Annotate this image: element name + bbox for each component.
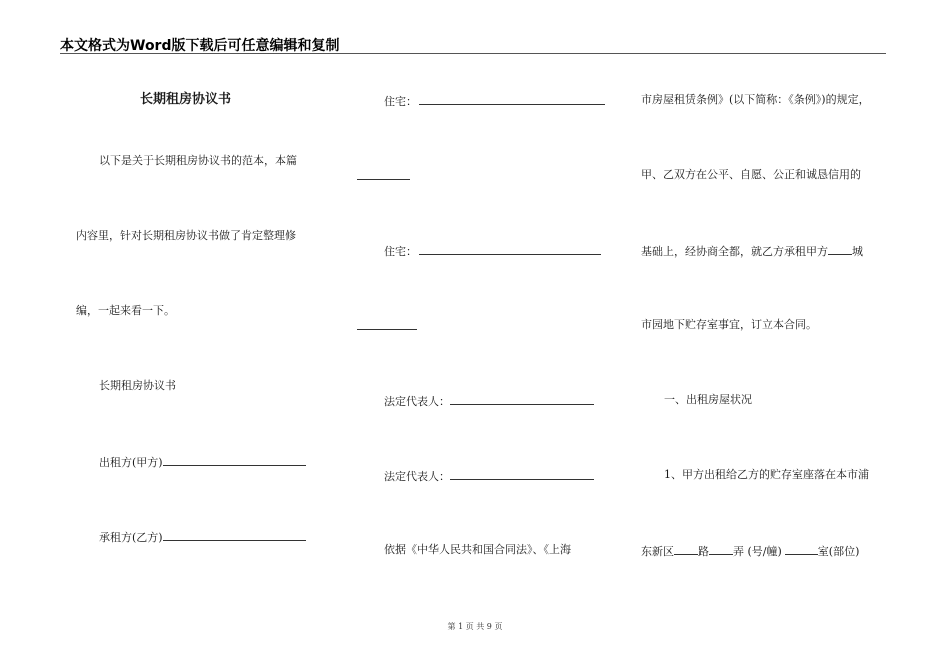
document-title: 长期租房协议书: [140, 92, 232, 107]
body-line-3-tail: 城: [852, 245, 863, 258]
body-line-4: 市园地下贮存室事宜，订立本合同。: [641, 318, 817, 331]
address-field-1: [384, 93, 605, 109]
legal-rep-blank-1[interactable]: [450, 393, 594, 405]
body-line-1: 市房屋租赁条例》(以下简称：《条例》)的规定，: [641, 93, 870, 106]
address-blank-1b[interactable]: [357, 168, 410, 180]
legal-rep-field-2: [384, 468, 594, 484]
district-blank[interactable]: [674, 543, 698, 555]
legal-rep-label-2: 法定代表人：: [384, 470, 450, 483]
address-blank-2[interactable]: [419, 243, 601, 255]
legal-rep-field-1: [384, 393, 594, 409]
lessor-label: 出租方(甲方): [99, 456, 163, 469]
city-blank[interactable]: [828, 243, 852, 255]
body-line-2: 甲、乙双方在公平、自愿、公正和诚恳信用的: [641, 168, 861, 181]
location-district: 东新区: [641, 545, 674, 558]
lessor-blank[interactable]: [163, 454, 306, 466]
location-room: 室(部位): [817, 545, 860, 558]
address-label-2: 住宅：: [384, 245, 417, 258]
location-road: 路: [698, 545, 709, 558]
clause-1-line-1: 1、甲方出租给乙方的贮存室座落在本市浦: [664, 468, 869, 481]
address-field-2: [384, 243, 601, 259]
legal-rep-label-1: 法定代表人：: [384, 395, 450, 408]
legal-basis-line: 依据《中华人民共和国合同法》、《上海: [384, 543, 571, 556]
section-heading-1: 一、出租房屋状况: [664, 393, 752, 406]
header-divider: [60, 53, 886, 54]
legal-rep-blank-2[interactable]: [450, 468, 594, 480]
body-line-3-text: 基础上，经协商全都，就乙方承租甲方: [641, 245, 828, 258]
number-blank[interactable]: [785, 543, 818, 555]
road-blank[interactable]: [709, 543, 733, 555]
lessee-field: [99, 529, 306, 545]
body-line-3: [641, 243, 863, 259]
intro-line-3: 编，一起来看一下。: [76, 304, 175, 317]
address-blank-2b[interactable]: [357, 318, 417, 330]
page-number: 第 1 页 共 9 页: [447, 622, 503, 631]
lessee-label: 承租方(乙方): [99, 531, 163, 544]
address-blank-1[interactable]: [419, 93, 605, 105]
document-header-title: 本文格式为Word版下载后可任意编辑和复制: [60, 38, 340, 54]
lessor-field: [99, 454, 306, 470]
address-label-1: 住宅：: [384, 95, 417, 108]
location-lane: 弄 (号/幢): [733, 545, 782, 558]
location-line: [641, 543, 859, 559]
lessee-blank[interactable]: [163, 529, 306, 541]
intro-line-1: 以下是关于长期租房协议书的范本，本篇: [99, 154, 297, 167]
address-continuation-2: [357, 318, 417, 334]
address-continuation-1: [357, 168, 410, 184]
agreement-heading: 长期租房协议书: [99, 379, 176, 392]
intro-line-2: 内容里，针对长期租房协议书做了肯定整理修: [76, 229, 296, 242]
